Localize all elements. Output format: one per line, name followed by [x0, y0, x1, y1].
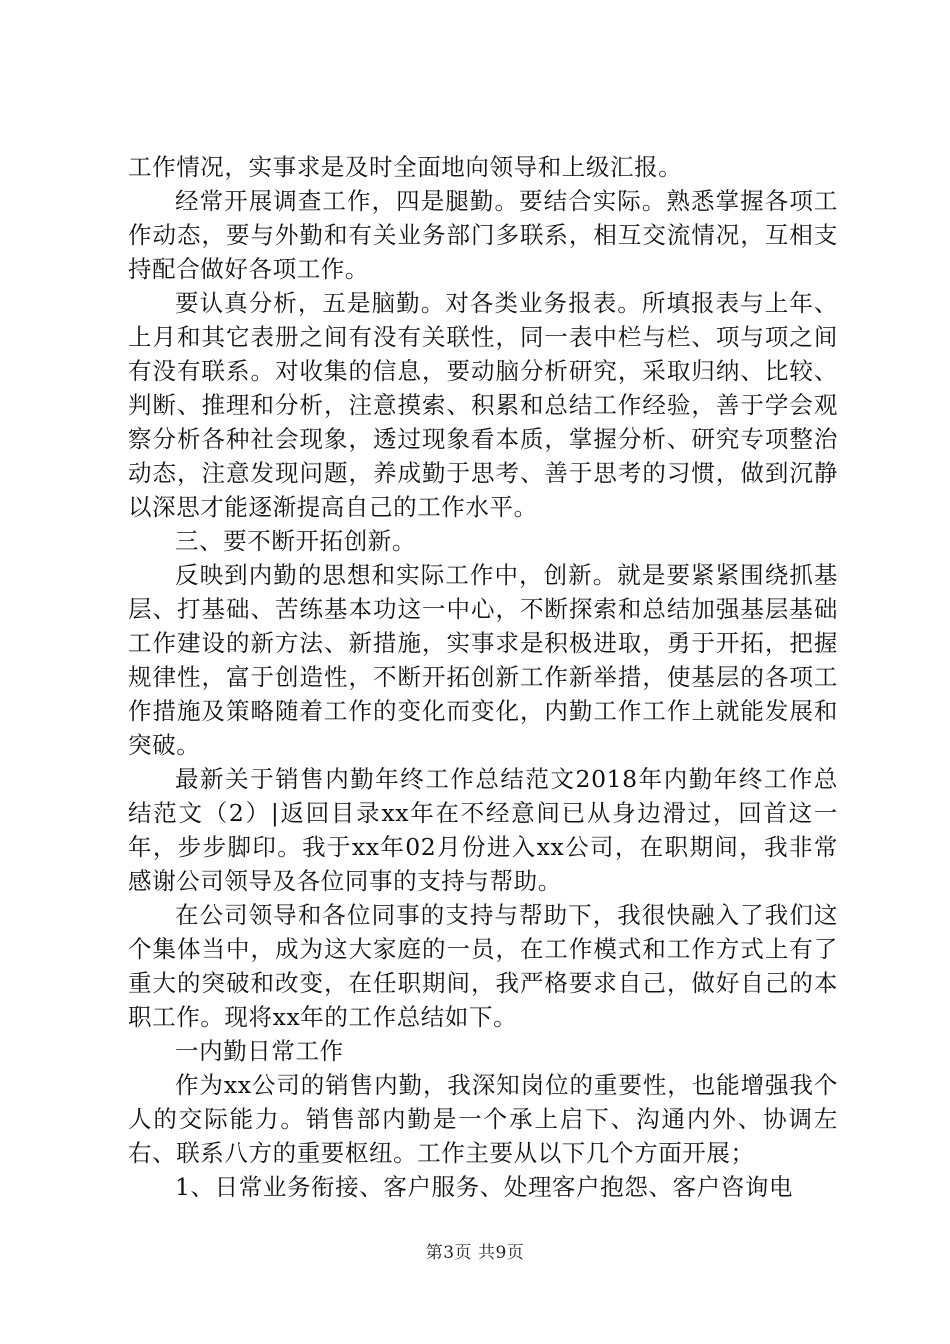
paragraph-2: 经常开展调查工作，四是腿勤。要结合实际。熟悉掌握各项工作动态，要与外勤和有关业务部门多联系，相互交流情况，互相支持配合做好各项工作。: [128, 187, 838, 283]
document-body: [128, 150, 838, 1204]
paragraph-3: 要认真分析，五是脑勤。对各类业务报表。所填报表与上年、上月和其它表册之间有没有关联性，同一表中栏与栏、项与项之间有没有联系。对收集的信息，要动脑分析研究，采取归纳、比较、判断、推理和分析，注意摸索、积累和总结工作经验，善于学会观察分析各种社会现象，透过现象看本质，掌握分析、研究专项整治动态，注意发现问题，养成勤于思考、善于思考的习惯，做到沉静以深思才能逐渐提高自己的工作水平。: [128, 289, 838, 521]
paragraph-9: 作为xx公司的销售内勤，我深知岗位的重要性，也能增强我个人的交际能力。销售部内勤是一个承上启下、沟通内外、协调左右、联系八方的重要枢纽。工作主要从以下几个方面开展；: [128, 1071, 838, 1167]
paragraph-5: 反映到内勤的思想和实际工作中，创新。就是要紧紧围绕抓基层、打基础、苦练基本功这一中心，不断探索和总结加强基层基础工作建设的新方法、新措施，实事求是积极进取，勇于开拓，把握规律性，富于创造性，不断开拓创新工作新举措，使基层的各项工作措施及策略随着工作的变化而变化，内勤工作工作上就能发展和突破。: [128, 561, 838, 759]
paragraph-6: 最新关于销售内勤年终工作总结范文2018年内勤年终工作总结范文（2）|返回目录xx年在不经意间已从身边滑过，回首这一年，步步脚印。我于xx年02月份进入xx公司，在职期间，我非常感谢公司领导及各位同事的支持与帮助。: [128, 765, 838, 895]
paragraph-4-heading: 三、要不断开拓创新。: [175, 527, 416, 555]
page-footer: 第3页 共9页: [425, 1243, 525, 1263]
paragraph-7: 在公司领导和各位同事的支持与帮助下，我很快融入了我们这个集体当中，成为这大家庭的一员，在工作模式和工作方式上有了重大的突破和改变，在任职期间，我严格要求自己，做好自己的本职工作。现将xx年的工作总结如下。: [128, 901, 838, 1031]
paragraph-10: 1、日常业务衔接、客户服务、处理客户抱怨、客户咨询电: [175, 1173, 794, 1201]
paragraph-8-heading: 一内勤日常工作: [175, 1037, 344, 1065]
paragraph-1: 工作情况，实事求是及时全面地向领导和上级汇报。: [128, 153, 683, 181]
